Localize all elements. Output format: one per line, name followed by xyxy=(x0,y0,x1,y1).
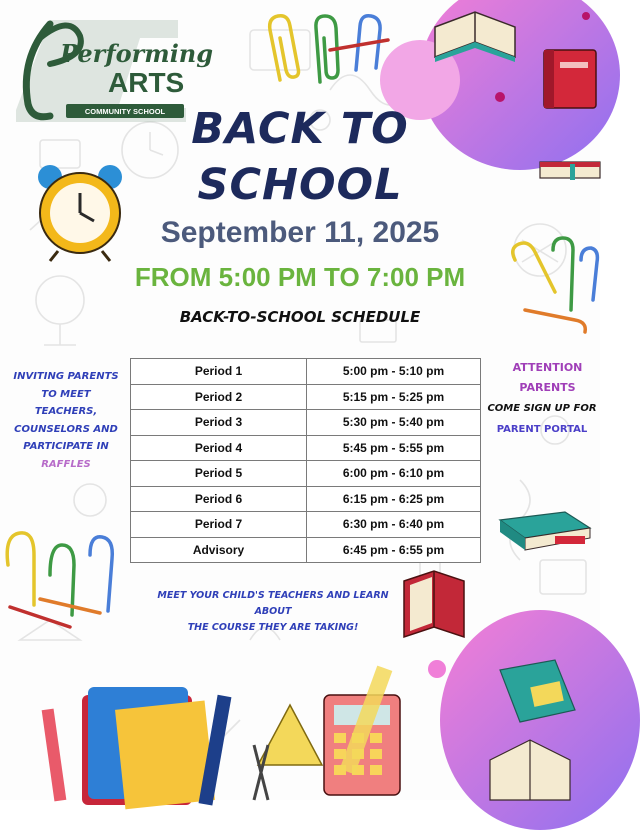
side-note-line: COUNSELORS AND xyxy=(14,423,118,435)
schedule-time-cell: 6:45 pm - 6:55 pm xyxy=(307,537,481,563)
schedule-period-cell: Period 3 xyxy=(131,410,307,436)
event-date: September 11, 2025 xyxy=(160,216,440,249)
side-note-line: PARTICIPATE IN xyxy=(23,441,109,452)
paperclips-top xyxy=(260,10,400,90)
schedule-row xyxy=(131,359,481,385)
paperclips-left xyxy=(0,515,130,635)
dot-decoration xyxy=(582,12,590,20)
title-line-1: BACK TO xyxy=(191,104,409,154)
schedule-time-cell: 6:15 pm - 6:25 pm xyxy=(307,486,481,512)
schedule-row xyxy=(131,537,481,563)
raffles-label: RAFFLES xyxy=(41,458,91,470)
side-note-left xyxy=(10,368,122,473)
signup-note: COME SIGN UP FOR xyxy=(487,403,597,414)
logo-script-text: Performing xyxy=(60,39,214,68)
schedule-time-cell: 5:45 pm - 5:55 pm xyxy=(307,435,481,461)
logo-arts-text: ARTS xyxy=(108,67,185,98)
schedule-time-cell: 6:30 pm - 6:40 pm xyxy=(307,512,481,538)
dot-decoration xyxy=(495,92,505,102)
red-book-illustration xyxy=(540,44,602,114)
schedule-time-cell: 5:30 pm - 5:40 pm xyxy=(307,410,481,436)
attention-line: ATTENTION xyxy=(512,361,583,374)
schedule-time-cell: 5:00 pm - 5:10 pm xyxy=(307,359,481,385)
side-note-line: TEACHERS, xyxy=(34,406,98,417)
stacked-book-illustration xyxy=(540,160,600,182)
schedule-period-cell: Period 6 xyxy=(131,486,307,512)
schedule-row xyxy=(131,461,481,487)
event-time: FROM 5:00 PM TO 7:00 PM xyxy=(134,262,466,292)
schedule-time-cell: 6:00 pm - 6:10 pm xyxy=(307,461,481,487)
schedule-row xyxy=(131,486,481,512)
schedule-table xyxy=(130,358,481,563)
schedule-title: BACK-TO-SCHOOL SCHEDULE xyxy=(179,308,421,326)
side-note-line: TO MEET xyxy=(41,388,91,400)
paperclips-right xyxy=(505,220,600,340)
schedule-row xyxy=(131,384,481,410)
schedule-time-cell: 5:15 pm - 5:25 pm xyxy=(307,384,481,410)
open-book-illustration xyxy=(430,2,520,72)
schedule-period-cell: Period 4 xyxy=(131,435,307,461)
attention-line: PARENTS xyxy=(519,381,576,394)
attention-parents xyxy=(500,358,595,398)
red-open-book-illustration xyxy=(400,565,470,645)
schedule-period-cell: Period 5 xyxy=(131,461,307,487)
schedule-period-cell: Period 7 xyxy=(131,512,307,538)
schedule-row xyxy=(131,435,481,461)
bottom-note-line: THE COURSE THEY ARE TAKING! xyxy=(187,622,359,633)
schedule-row xyxy=(131,512,481,538)
bottom-note-line: MEET YOUR CHILD'S TEACHERS AND LEARN ABOUT xyxy=(157,590,389,617)
schedule-period-cell: Period 2 xyxy=(131,384,307,410)
title-line-2: SCHOOL xyxy=(197,160,403,210)
bottom-note xyxy=(138,588,408,636)
schedule-period-cell: Period 1 xyxy=(131,359,307,385)
logo-subtitle-text: COMMUNITY SCHOOL xyxy=(84,107,166,116)
teal-book-illustration xyxy=(495,508,595,554)
parent-portal-label: PARENT PORTAL xyxy=(496,424,588,435)
schedule-table-body xyxy=(131,359,481,563)
schedule-period-cell: Advisory xyxy=(131,537,307,563)
side-note-line: INVITING PARENTS xyxy=(13,371,119,382)
schedule-row xyxy=(131,410,481,436)
bottom-right-books-illustration xyxy=(480,650,590,800)
bottom-supplies-illustration xyxy=(28,665,448,800)
